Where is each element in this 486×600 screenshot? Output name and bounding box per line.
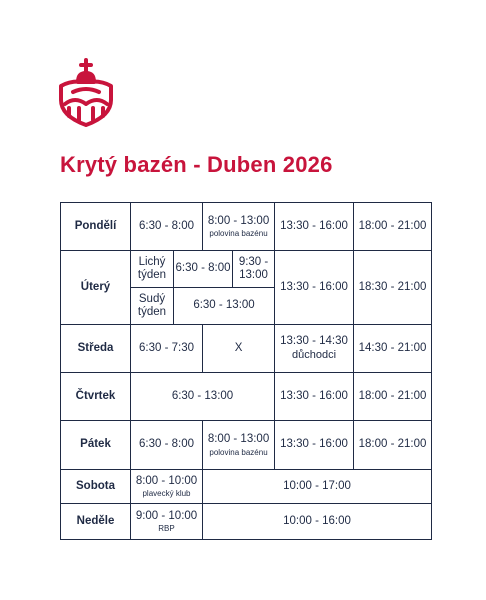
week-label-even: Sudý týden <box>131 288 174 325</box>
time-slot <box>131 504 203 540</box>
time-slot: 13:30 - 16:00 <box>275 421 354 470</box>
time-slot: 6:30 - 13:00 <box>131 373 275 421</box>
time-slot-note: plavecký klub <box>142 489 191 499</box>
time-slot: 13:30 - 16:00 <box>275 203 354 251</box>
time-slot: 13:30 - 16:00 <box>275 251 354 325</box>
schedule-row-sunday <box>61 504 432 540</box>
day-label-saturday: Sobota <box>61 470 131 504</box>
time-slot-time: 13:30 - 14:30 <box>280 335 348 348</box>
day-label-friday: Pátek <box>61 421 131 470</box>
time-slot: 18:00 - 21:00 <box>354 203 432 251</box>
time-slot: 10:00 - 16:00 <box>203 504 432 540</box>
time-slot-time: 9:00 - 10:00 <box>135 509 198 522</box>
time-slot-time: 8:00 - 10:00 <box>135 474 198 487</box>
page-title: Krytý bazén - Duben 2026 <box>60 152 333 177</box>
schedule-table <box>60 202 432 540</box>
time-slot: 6:30 - 8:00 <box>131 421 203 470</box>
castle-emblem-icon <box>57 58 115 128</box>
schedule-row-friday <box>61 421 432 470</box>
time-slot-note: důchodci <box>292 349 337 362</box>
time-slot: 14:30 - 21:00 <box>354 325 432 373</box>
day-label-wednesday: Středa <box>61 325 131 373</box>
time-slot-time: 8:00 - 13:00 <box>207 433 270 446</box>
time-slot-note: polovina bazénu <box>209 229 268 239</box>
time-slot: 13:30 - 16:00 <box>275 373 354 421</box>
closed-mark: X <box>203 325 275 373</box>
time-slot: 6:30 - 8:00 <box>131 203 203 251</box>
day-label-tuesday: Úterý <box>61 251 131 325</box>
time-slot-time: 8:00 - 13:00 <box>207 214 270 227</box>
schedule-row-saturday <box>61 470 432 504</box>
day-label-thursday: Čtvrtek <box>61 373 131 421</box>
time-slot <box>203 421 275 470</box>
time-slot: 18:00 - 21:00 <box>354 373 432 421</box>
time-slot: 6:30 - 7:30 <box>131 325 203 373</box>
time-slot <box>203 203 275 251</box>
schedule-row-tuesday-odd <box>61 251 432 288</box>
time-slot: 9:30 - 13:00 <box>233 251 275 288</box>
time-slot: 10:00 - 17:00 <box>203 470 432 504</box>
time-slot-note: polovina bazénu <box>209 447 268 457</box>
schedule-row-wednesday <box>61 325 432 373</box>
time-slot-note: RBP <box>158 524 175 534</box>
day-label-monday: Pondělí <box>61 203 131 251</box>
time-slot: 6:30 - 8:00 <box>174 251 233 288</box>
time-slot: 18:30 - 21:00 <box>354 251 432 325</box>
time-slot <box>131 470 203 504</box>
time-slot: 6:30 - 13:00 <box>174 288 275 325</box>
day-label-sunday: Neděle <box>61 504 131 540</box>
week-label-odd: Lichý týden <box>131 251 174 288</box>
time-slot: 18:00 - 21:00 <box>354 421 432 470</box>
schedule-row-monday <box>61 203 432 251</box>
time-slot <box>275 325 354 373</box>
schedule-row-thursday <box>61 373 432 421</box>
